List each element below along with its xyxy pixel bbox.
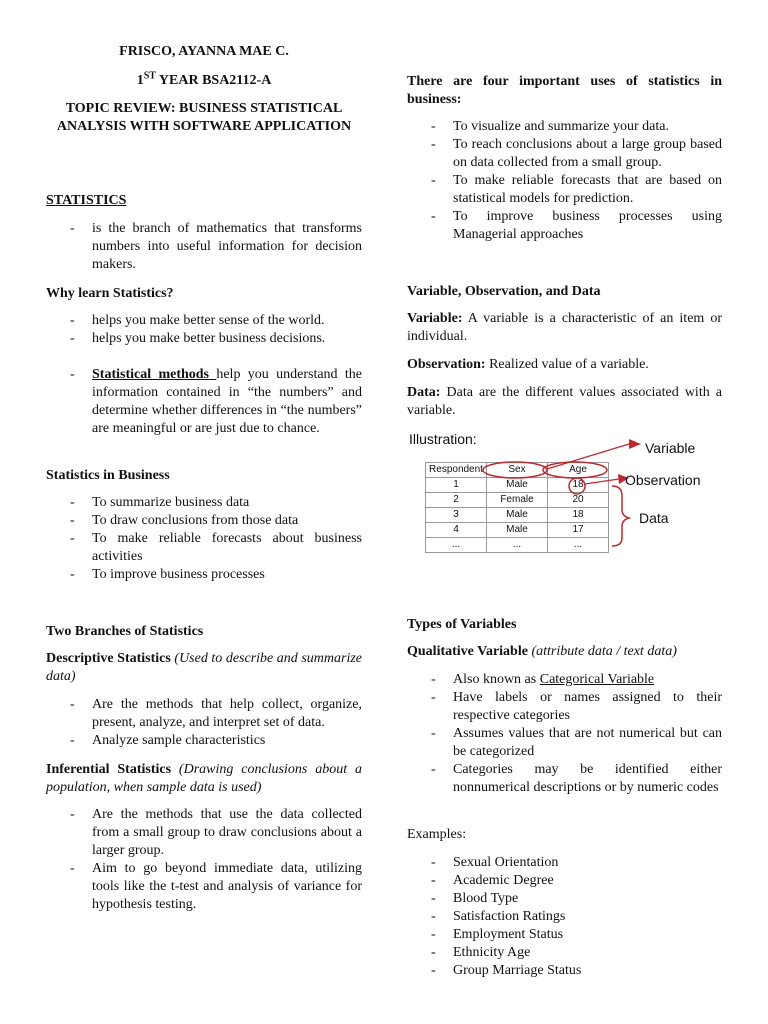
descriptive-term: Descriptive Statistics [46, 651, 171, 666]
list-item: - Sexual Orientation [407, 854, 722, 872]
variable-text: A variable is a characteristic of an item or individual. [407, 311, 722, 344]
table-cell: Male [487, 508, 548, 523]
aka-term: Categorical Variable [539, 672, 655, 687]
year-section [0, 72, 408, 90]
table-cell: Female [487, 493, 548, 508]
inferential-note: (Drawing conclusions about a population, when sample data is used) [46, 762, 362, 795]
examples-list [407, 854, 722, 980]
why-heading: Why learn Statistics? [46, 286, 174, 301]
variable-ellipse [483, 462, 547, 478]
label-variable: Variable [645, 440, 696, 456]
list-item: - Are the methods that help collect, organize, present, analyze, and interpret set of data. [46, 696, 362, 732]
list-item: - Blood Type [407, 890, 722, 908]
data-term: Data: [407, 385, 441, 400]
table-cell: 20 [548, 493, 609, 508]
table-cell: 4 [426, 523, 487, 538]
list-item: - Categories may be identified either nonnumerical descriptions or by numeric codes [407, 761, 722, 797]
list-item: - Are the methods that use the data collected from a small group to draw conclusions about a larger group. [46, 806, 362, 860]
stat-methods-list [46, 366, 362, 438]
stat-methods-text: help you understand the information contained in “the numbers” and determine whether differences in “the numbers” are meaningful or are just due to chance. [92, 367, 362, 436]
illustration [407, 430, 727, 565]
list-item: - To reach conclusions about a large group based on data collected from a small group. [407, 136, 722, 172]
stat-methods-term: Statistical methods [92, 367, 217, 382]
list-item: - To summarize business data [46, 494, 362, 512]
list-item: - To visualize and summarize your data. [407, 118, 722, 136]
table-header-cell: Age [548, 463, 609, 478]
table-cell: 1 [426, 478, 487, 493]
table-cell: 2 [426, 493, 487, 508]
descriptive-note: (Used to describe and summarize data) [46, 651, 363, 684]
branches-heading: Two Branches of Statistics [46, 624, 204, 639]
qualitative-list [407, 671, 722, 797]
data-def [407, 384, 722, 420]
list-item: - To draw conclusions from those data [46, 512, 362, 530]
year-sup: ST [143, 70, 156, 82]
business-list [46, 494, 362, 584]
table-cell: ... [426, 538, 487, 553]
qualitative-heading [407, 643, 722, 661]
illustration-title: Illustration: [409, 431, 477, 447]
qualitative-note: (attribute data / text data) [527, 644, 677, 659]
year-prefix: 1 [136, 73, 144, 88]
list-item: - To make reliable forecasts that are based on statistical models for prediction. [407, 172, 722, 208]
descriptive-heading [46, 650, 362, 686]
variable-arrow-line [547, 444, 629, 469]
table-cell: Male [487, 478, 548, 493]
qualitative-term: Qualitative Variable [407, 644, 528, 659]
list-item: - helps you make better sense of the world. [46, 312, 362, 330]
descriptive-list [46, 696, 362, 750]
examples-heading: Examples: [407, 827, 467, 842]
types-heading: Types of Variables [407, 617, 517, 632]
list-item [407, 671, 722, 689]
table-cell: 18 [548, 478, 609, 493]
inferential-heading [46, 761, 362, 797]
variable-arrow-head [629, 439, 641, 449]
observation-arrow-line [585, 479, 619, 484]
uses-list [407, 118, 722, 244]
why-list [46, 312, 362, 348]
variable-def [407, 310, 722, 346]
list-item: - Ethnicity Age [407, 944, 722, 962]
observation-def [407, 356, 722, 374]
list-item: - Assumes values that are not numerical but can be categorized [407, 725, 722, 761]
list-item: - Group Marriage Status [407, 962, 722, 980]
aka-prefix: Also known as [453, 672, 540, 687]
year-rest: YEAR BSA2112-A [155, 73, 272, 88]
list-item: - Analyze sample characteristics [46, 732, 362, 750]
inferential-list [46, 806, 362, 914]
observation-term: Observation: [407, 357, 486, 372]
data-text: Data are the different values associated with a variable. [407, 385, 722, 418]
variable-term: Variable: [407, 311, 463, 326]
uses-heading: There are four important uses of statistics in business: [407, 74, 722, 107]
table-cell: 3 [426, 508, 487, 523]
label-data: Data [639, 510, 669, 526]
label-observation: Observation [625, 472, 701, 488]
variable-ellipse [543, 462, 607, 478]
table-header-cell: Sex [487, 463, 548, 478]
statistics-heading: STATISTICS [46, 193, 127, 208]
list-item: - To make reliable forecasts about business activities [46, 530, 362, 566]
table-header-cell: Respondent [426, 463, 487, 478]
list-item: - To improve business processes using Managerial approaches [407, 208, 722, 244]
observation-circle [569, 478, 585, 494]
inferential-term: Inferential Statistics [46, 762, 172, 777]
table-cell: ... [548, 538, 609, 553]
list-item [46, 366, 362, 438]
statistics-def-list [46, 220, 362, 274]
table-cell: Male [487, 523, 548, 538]
table-cell: ... [487, 538, 548, 553]
table-cell: 18 [548, 508, 609, 523]
student-name: FRISCO, AYANNA MAE C. [119, 44, 289, 59]
list-item: - helps you make better business decisions. [46, 330, 362, 348]
list-item: - Aim to go beyond immediate data, utilizing tools like the t-test and analysis of variance for hypothesis testing. [46, 860, 362, 914]
list-item: - To improve business processes [46, 566, 362, 584]
vod-heading: Variable, Observation, and Data [407, 284, 601, 299]
list-item: - Satisfaction Ratings [407, 908, 722, 926]
list-item: - Employment Status [407, 926, 722, 944]
data-brace [612, 486, 629, 546]
list-item: - Academic Degree [407, 872, 722, 890]
list-item: - is the branch of mathematics that transforms numbers into useful information for decision makers. [46, 220, 362, 274]
list-item: - Have labels or names assigned to their respective categories [407, 689, 722, 725]
table-cell: 17 [548, 523, 609, 538]
topic-title: TOPIC REVIEW: BUSINESS STATISTICAL ANALYSIS WITH SOFTWARE APPLICATION [56, 101, 352, 134]
observation-text: Realized value of a variable. [485, 357, 649, 372]
business-heading: Statistics in Business [46, 468, 170, 483]
